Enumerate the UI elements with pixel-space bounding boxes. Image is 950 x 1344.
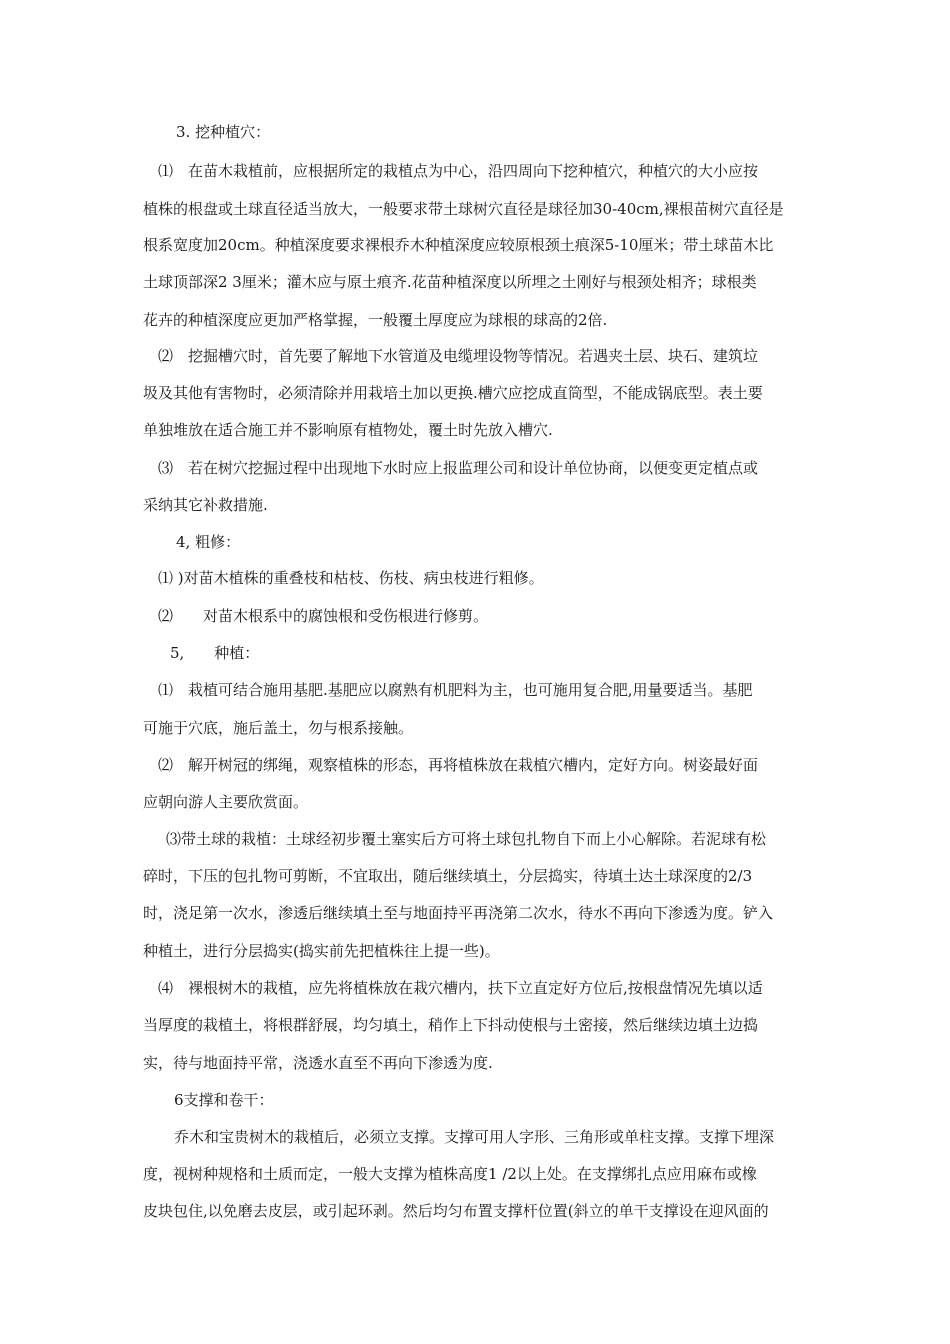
paragraph-line: 植株的根盘或土球直径适当放大，一般要求带土球树穴直径是球径加30-40cm,裸根苗树穴直径是 [143,200,784,218]
paragraph-line: ⑵ 对苗木根系中的腐蚀根和受伤根进行修剪。 [158,607,489,625]
paragraph-line: 当厚度的栽植土，将根群舒展，均匀填土，稍作上下抖动使根与土密接，然后继续边填土边捣 [143,1016,759,1034]
paragraph-line: 种植土，进行分层捣实(捣实前先把植株往上提一些)。 [143,942,500,960]
heading-support-and-wrapping: 6支撑和卷干： [174,1091,274,1109]
heading-dig-planting-holes: 3. 挖种植穴： [176,123,271,141]
paragraph-line: ⑴ 栽植可结合施用基肥.基肥应以腐熟有机肥料为主，也可施用复合肥,用量要适当。基肥 [158,681,753,699]
paragraph-line: 采纳其它补救措施. [143,496,268,514]
paragraph-line: ⑴ )对苗木植株的重叠枝和枯枝、伤枝、病虫枝进行粗修。 [158,569,544,587]
paragraph-line: ⑵ 挖掘槽穴时，首先要了解地下水管道及电缆埋设物等情况。若遇夹土层、块石、建筑垃 [158,347,759,365]
heading-rough-pruning: 4, 粗修： [176,533,241,551]
paragraph-line: ⑷ 裸根树木的栽植，应先将植株放在栽穴槽内，扶下立直定好方位后,按根盘情况先填以适 [158,979,763,997]
paragraph-line: 单独堆放在适合施工并不影响原有植物处，覆土时先放入槽穴. [143,421,553,439]
paragraph-line: 时，浇足第一次水，渗透后继续填土至与地面持平再浇第二次水，待水不再向下渗透为度。铲入 [143,904,774,922]
paragraph-line: 土球顶部深2 3厘米；灌木应与原土痕齐.花苗种植深度以所埋之土刚好与根颈处相齐；球根类 [143,273,757,291]
heading-planting: 5, 种植： [170,644,260,662]
paragraph-line: ⑶ 若在树穴挖掘过程中出现地下水时应上报监理公司和设计单位协商，以便变更定植点或 [158,459,759,477]
paragraph-line: 度，视树种规格和土质而定，一般大支撑为植株高度1 /2以上处。在支撑绑扎点应用麻布或橡 [143,1165,757,1183]
paragraph-line: 实，待与地面持平常，浇透水直至不再向下渗透为度. [143,1054,493,1072]
paragraph-line: 花卉的种植深度应更加严格掌握，一般覆土厚度应为球根的球高的2倍. [143,311,608,329]
paragraph-line: ⑵ 解开树冠的绑绳，观察植株的形态，再将植株放在栽植穴槽内，定好方向。树姿最好面 [158,756,759,774]
paragraph-line: 乔木和宝贵树木的栽植后，必须立支撑。支撑可用人字形、三角形或单柱支撑。支撑下埋深 [174,1128,775,1146]
paragraph-line: 碎时，下压的包扎物可剪断，不宜取出，随后继续填土，分层捣实，待填土达土球深度的2/3 [143,867,753,885]
paragraph-line: 可施于穴底，施后盖土，勿与根系接触。 [143,719,414,737]
paragraph-line: 应朝向游人主要欣赏面。 [143,793,309,811]
paragraph-line: 根系宽度加20cm。种植深度要求裸根乔木种植深度应较原根颈土痕深5-10厘米；带土球苗木比 [143,236,774,254]
paragraph-line: ⑶带土球的栽植：土球经初步覆土塞实后方可将土球包扎物自下而上小心解除。若泥球有松 [166,830,767,848]
paragraph-line: 皮块包住,以免磨去皮层，或引起环剥。然后均匀布置支撑杆位置(斜立的单干支撑设在迎风面的 [143,1202,769,1220]
paragraph-line: 圾及其他有害物时，必须清除并用栽培土加以更换.槽穴应挖成直筒型，不能成锅底型。表土要 [143,384,763,402]
paragraph-line: ⑴ 在苗木栽植前，应根据所定的栽植点为中心，沿四周向下挖种植穴，种植穴的大小应按 [158,162,759,180]
